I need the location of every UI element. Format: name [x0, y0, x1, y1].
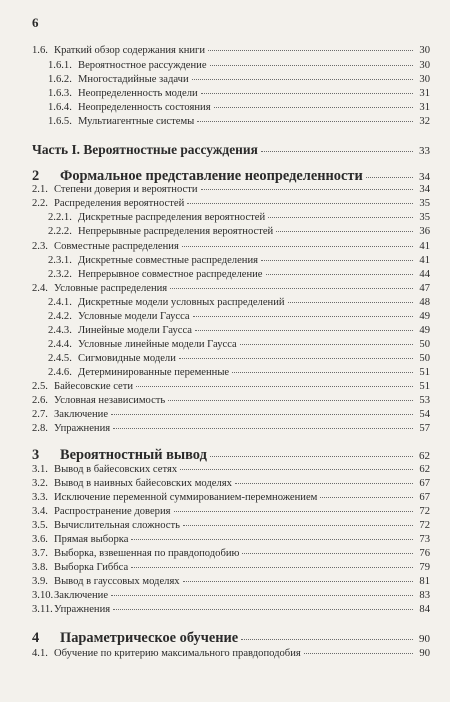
- toc-entry-row: [32, 491, 430, 504]
- dot-leader: [183, 525, 413, 526]
- toc-entry-row: [48, 296, 430, 309]
- toc-entry-number: 3.5.: [32, 520, 48, 531]
- toc-entry-row: [48, 338, 430, 351]
- toc-entry-title: Степени доверия и вероятности: [54, 184, 198, 195]
- toc-entry-title: Упражнения: [54, 423, 111, 434]
- toc-entry-page: 31: [419, 102, 430, 113]
- dot-leader: [288, 302, 413, 303]
- toc-entry-row: [32, 603, 430, 616]
- toc-entry-page: 83: [419, 590, 430, 601]
- toc-entry-number: 3.1.: [32, 464, 48, 475]
- toc-entry-page: 41: [419, 255, 430, 266]
- toc-entry-page: 72: [419, 506, 430, 517]
- dot-leader: [195, 330, 413, 331]
- toc-entry-row: [48, 211, 430, 224]
- toc-entry-page: 41: [419, 241, 430, 252]
- toc-entry-title: Краткий обзор содержания книги: [54, 45, 206, 56]
- toc-entry-number: 2.4.6.: [48, 367, 72, 378]
- toc-entry-title: Обучение по критерию максимального правдоподобия: [54, 648, 301, 659]
- toc-entry-row: [48, 324, 430, 337]
- dot-leader: [242, 553, 413, 554]
- toc-entry-number: 3.8.: [32, 562, 48, 573]
- toc-entry-page: 73: [419, 534, 430, 545]
- toc-entry-row: [32, 477, 430, 490]
- toc-entry-row: [32, 533, 430, 546]
- dot-leader: [113, 609, 413, 610]
- toc-entry-page: 51: [419, 381, 430, 392]
- toc-entry-number: 1.6.2.: [48, 74, 72, 85]
- toc-entry-number: 2.7.: [32, 409, 48, 420]
- dot-leader: [197, 121, 413, 122]
- page-number: 6: [32, 15, 39, 30]
- toc-entry-title: Выборка Гиббса: [54, 562, 129, 573]
- dot-leader: [261, 260, 413, 261]
- toc-entry-number: 3.2.: [32, 478, 48, 489]
- toc-entry-row: [48, 101, 430, 114]
- toc-entry-row: [32, 380, 430, 393]
- toc-entry-row: [32, 589, 430, 602]
- toc-entry-title: Вывод в байесовских сетях: [54, 464, 178, 475]
- toc-entry-number: 4.1.: [32, 648, 48, 659]
- toc-entry-number: 1.6.1.: [48, 60, 72, 71]
- dot-leader: [131, 539, 413, 540]
- toc-entry-number: 2.4.1.: [48, 297, 72, 308]
- dot-leader: [111, 595, 413, 596]
- toc-entry-page: 31: [419, 88, 430, 99]
- dot-leader: [170, 288, 413, 289]
- toc-entry-title: Неопределенность модели: [78, 88, 198, 99]
- toc-entry-row: [48, 59, 430, 72]
- dot-leader: [187, 203, 413, 204]
- toc-chapter-row: [32, 629, 430, 648]
- toc-entry-row: [48, 73, 430, 86]
- toc-entry-title: Вероятностный вывод: [60, 447, 207, 463]
- toc-entry-title: Выборка, взвешенная по правдоподобию: [54, 548, 240, 559]
- toc-entry-page: 34: [419, 184, 430, 195]
- dot-leader: [182, 246, 413, 247]
- toc-entry-page: 35: [419, 212, 430, 223]
- dot-leader: [366, 177, 413, 178]
- toc-entry-row: [32, 197, 430, 210]
- toc-entry-page: 50: [419, 339, 430, 350]
- toc-entry-title: Непрерывные распределения вероятностей: [78, 226, 274, 237]
- toc-entry-title: Часть I. Вероятностные рассуждения: [32, 142, 258, 157]
- toc-entry-number: 2.4.4.: [48, 339, 72, 350]
- toc-entry-number: 2.3.2.: [48, 269, 72, 280]
- toc-entry-title: Сигмовидные модели: [78, 353, 176, 364]
- toc-entry-page: 49: [419, 311, 430, 322]
- toc-entry-page: 53: [419, 395, 430, 406]
- toc-entry-title: Непрерывное совместное распределение: [78, 269, 263, 280]
- toc-entry-title: Условная независимость: [54, 395, 166, 406]
- dot-leader: [214, 107, 413, 108]
- toc-entry-page: 36: [419, 226, 430, 237]
- toc-entry-page: 50: [419, 353, 430, 364]
- toc-entry-number: 3: [32, 447, 40, 463]
- toc-entry-title: Мультиагентные системы: [78, 116, 195, 127]
- toc-entry-number: 3.9.: [32, 576, 48, 587]
- dot-leader: [320, 497, 413, 498]
- dot-leader: [183, 581, 413, 582]
- toc-entry-row: [32, 408, 430, 421]
- dot-leader: [304, 653, 413, 654]
- toc-entry-row: [48, 352, 430, 365]
- dot-leader: [201, 189, 413, 190]
- toc-entry-row: [32, 44, 430, 57]
- toc-entry-row: [32, 183, 430, 196]
- toc-entry-title: Упражнения: [54, 604, 111, 615]
- toc-entry-title: Заключение: [54, 590, 109, 601]
- toc-entry-page: 49: [419, 325, 430, 336]
- toc-entry-page: 48: [419, 297, 430, 308]
- dot-leader: [168, 400, 413, 401]
- toc-entry-number: 2.4.3.: [48, 325, 72, 336]
- toc-entry-title: Линейные модели Гаусса: [78, 325, 192, 336]
- dot-leader: [235, 483, 413, 484]
- toc-entry-page: 54: [419, 409, 430, 420]
- toc-entry-number: 1.6.3.: [48, 88, 72, 99]
- toc-entry-title: Параметрическое обучение: [60, 630, 239, 646]
- dot-leader: [210, 65, 413, 66]
- toc-entry-title: Байесовские сети: [54, 381, 134, 392]
- toc-entry-page: 67: [419, 478, 430, 489]
- toc-entry-number: 1.6.: [32, 45, 48, 56]
- toc-entry-number: 1.6.5.: [48, 116, 72, 127]
- toc-entry-page: 81: [419, 576, 430, 587]
- toc-entry-row: [32, 422, 430, 435]
- toc-entry-title: Условные линейные модели Гаусса: [78, 339, 237, 350]
- toc-entry-title: Формальное представление неопределенности: [60, 168, 363, 184]
- toc-entry-page: 47: [419, 283, 430, 294]
- dot-leader: [192, 79, 413, 80]
- toc-entry-row: [32, 505, 430, 518]
- toc-entry-title: Неопределенность состояния: [78, 102, 211, 113]
- toc-entry-row: [32, 240, 430, 253]
- toc-entry-page: 32: [419, 116, 430, 127]
- toc-entry-row: [32, 647, 430, 660]
- dot-leader: [240, 344, 413, 345]
- dot-leader: [179, 358, 413, 359]
- toc-entry-page: 34: [419, 171, 430, 183]
- toc-entry-page: 30: [419, 74, 430, 85]
- toc-entry-row: [32, 575, 430, 588]
- toc-entry-number: 2.4.: [32, 283, 48, 294]
- dot-leader: [276, 231, 413, 232]
- toc-entry-title: Условные распределения: [54, 283, 168, 294]
- toc-entry-page: 67: [419, 492, 430, 503]
- dot-leader: [208, 50, 413, 51]
- toc-entry-number: 2.8.: [32, 423, 48, 434]
- dot-leader: [266, 274, 413, 275]
- toc-entry-title: Совместные распределения: [54, 241, 179, 252]
- dot-leader: [241, 639, 413, 640]
- toc-entry-number: 2.4.5.: [48, 353, 72, 364]
- toc-entry-page: 79: [419, 562, 430, 573]
- toc-entry-number: 2.6.: [32, 395, 48, 406]
- toc-entry-row: [32, 463, 430, 476]
- toc-entry-row: [48, 254, 430, 267]
- toc-entry-number: 3.10.: [32, 590, 54, 601]
- toc-entry-row: [48, 87, 430, 100]
- dot-leader: [201, 93, 413, 94]
- toc-entry-number: 2.3.: [32, 241, 48, 252]
- toc-entry-number: 3.11.: [32, 604, 53, 615]
- toc-entry-page: 30: [419, 45, 430, 56]
- toc-entry-page: 84: [419, 604, 430, 615]
- toc-entry-row: [48, 310, 430, 323]
- toc-entry-row: [32, 547, 430, 560]
- toc-entry-title: Распространение доверия: [54, 506, 171, 517]
- toc-entry-page: 57: [419, 423, 430, 434]
- toc-entry-row: [48, 366, 430, 379]
- toc-entry-page: 35: [419, 198, 430, 209]
- toc-entry-number: 2.1.: [32, 184, 48, 195]
- toc-entry-number: 2.2.2.: [48, 226, 72, 237]
- toc-entry-number: 3.6.: [32, 534, 48, 545]
- toc-entry-title: Вычислительная сложность: [54, 520, 180, 531]
- toc-entry-page: 44: [419, 269, 430, 280]
- toc-entry-title: Дискретные распределения вероятностей: [78, 212, 266, 223]
- toc-entry-row: [48, 225, 430, 238]
- dot-leader: [210, 456, 413, 457]
- toc-entry-number: 1.6.4.: [48, 102, 72, 113]
- dot-leader: [136, 386, 413, 387]
- dot-leader: [131, 567, 413, 568]
- toc-entry-title: Прямая выборка: [54, 534, 129, 545]
- toc-entry-page: 62: [419, 450, 430, 462]
- toc-entry-page: 62: [419, 464, 430, 475]
- toc-entry-page: 72: [419, 520, 430, 531]
- toc-entry-page: 30: [419, 60, 430, 71]
- toc-entry-number: 2.3.1.: [48, 255, 72, 266]
- dot-leader: [193, 316, 413, 317]
- toc-entry-number: 3.7.: [32, 548, 48, 559]
- toc-entry-title: Дискретные модели условных распределений: [78, 297, 285, 308]
- toc-entry-page: 90: [419, 648, 430, 659]
- toc-entry-number: 2.2.: [32, 198, 48, 209]
- toc-entry-title: Многостадийные задачи: [78, 74, 189, 85]
- toc-entry-title: Вывод в гауссовых моделях: [54, 576, 180, 587]
- toc-entry-page: 90: [419, 633, 430, 645]
- toc-entry-title: Вероятностное рассуждение: [78, 60, 207, 71]
- toc-entry-number: 2: [32, 168, 40, 184]
- toc-entry-row: [48, 115, 430, 128]
- toc-entry-title: Заключение: [54, 409, 109, 420]
- toc-entry-number: 2.5.: [32, 381, 48, 392]
- toc-entry-number: 4: [32, 630, 40, 646]
- toc-entry-number: 3.3.: [32, 492, 48, 503]
- toc-entry-number: 3.4.: [32, 506, 48, 517]
- dot-leader: [261, 151, 413, 152]
- toc-entry-row: [32, 282, 430, 295]
- toc-entry-number: 2.2.1.: [48, 212, 72, 223]
- dot-leader: [111, 414, 413, 415]
- toc-entry-page: 76: [419, 548, 430, 559]
- toc-entry-row: [32, 394, 430, 407]
- toc-entry-page: 51: [419, 367, 430, 378]
- dot-leader: [180, 469, 413, 470]
- toc-entry-title: Исключение переменной суммированием-перемножением: [54, 492, 318, 503]
- dot-leader: [232, 372, 413, 373]
- toc-entry-title: Детерминированные переменные: [78, 367, 230, 378]
- toc-entry-page: 33: [419, 145, 430, 157]
- dot-leader: [174, 511, 413, 512]
- toc-entry-title: Распределения вероятностей: [54, 198, 185, 209]
- toc-entry-row: [48, 268, 430, 281]
- dot-leader: [113, 428, 413, 429]
- toc-part-row: [32, 142, 430, 159]
- toc-entry-title: Вывод в наивных байесовских моделях: [54, 478, 232, 489]
- toc-entry-row: [32, 519, 430, 532]
- toc-entry-title: Условные модели Гаусса: [78, 311, 190, 322]
- toc-entry-title: Дискретные совместные распределения: [78, 255, 258, 266]
- toc-entry-row: [32, 561, 430, 574]
- dot-leader: [268, 217, 413, 218]
- toc-entry-number: 2.4.2.: [48, 311, 72, 322]
